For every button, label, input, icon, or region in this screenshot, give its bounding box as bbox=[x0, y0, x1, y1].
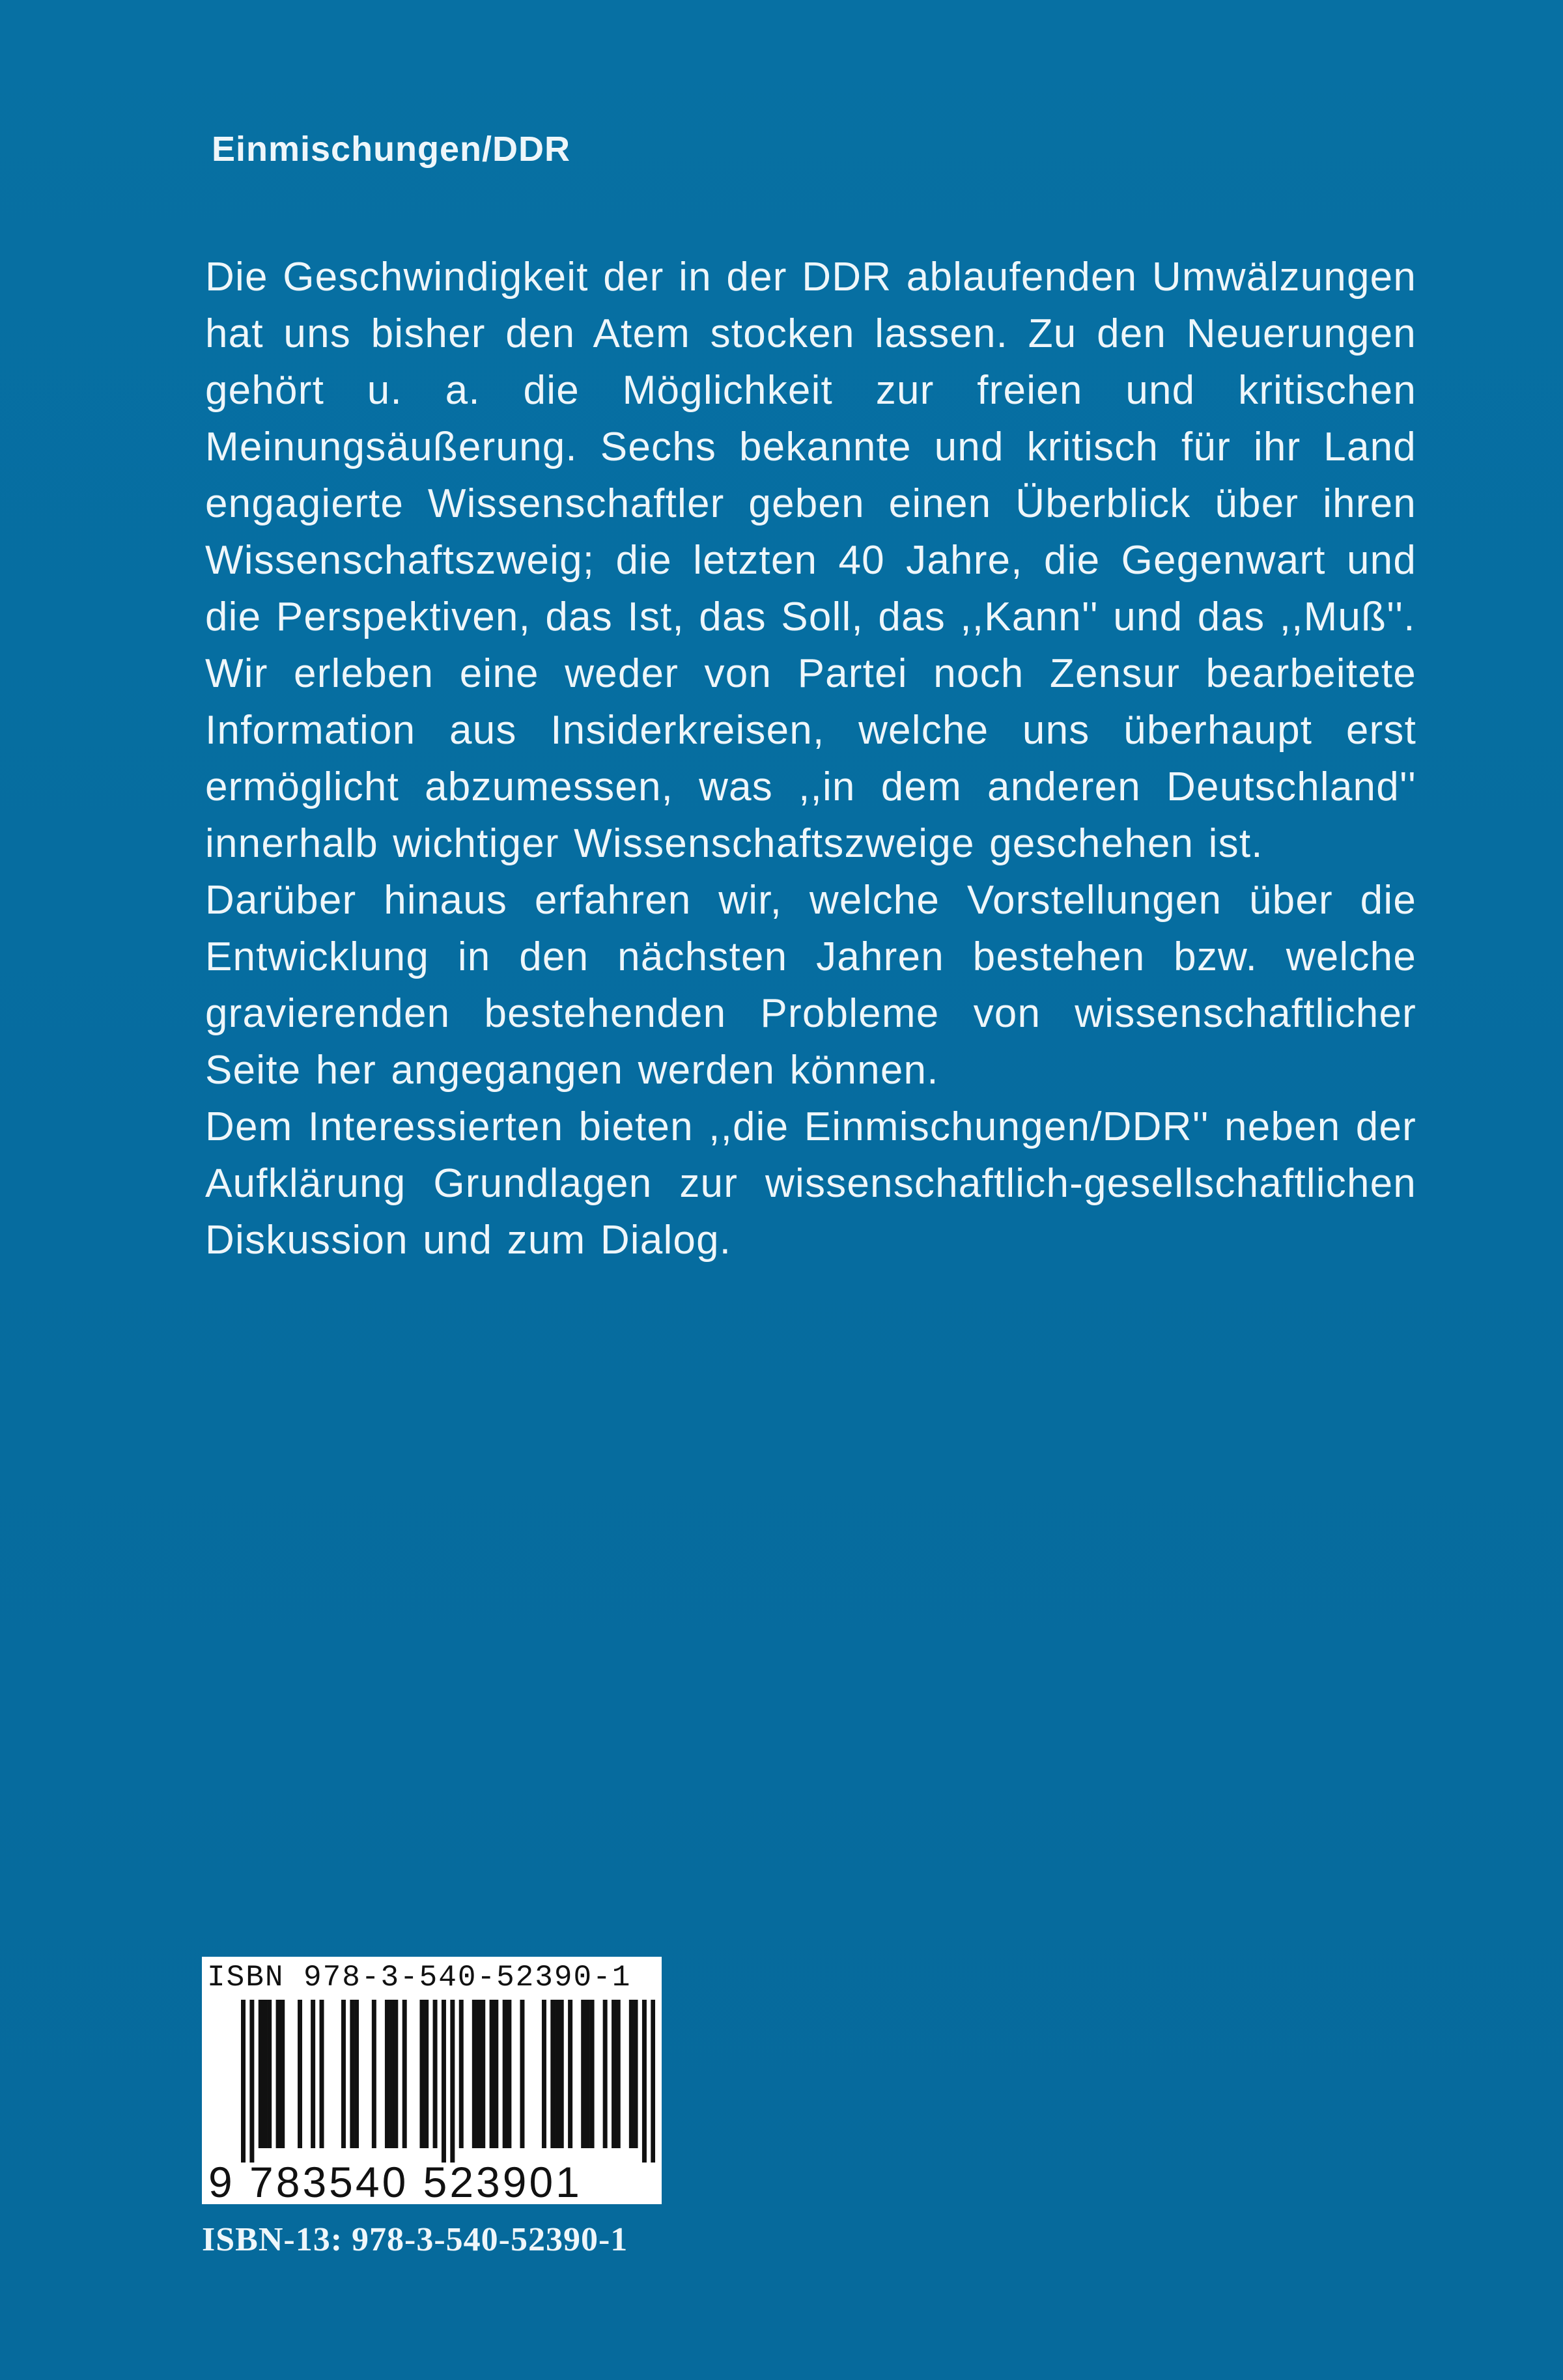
barcode-bar bbox=[542, 2000, 546, 2148]
barcode-bar bbox=[603, 2000, 608, 2148]
barcode-bar bbox=[341, 2000, 346, 2148]
barcode-bar bbox=[389, 2000, 394, 2148]
barcode-bar bbox=[267, 2000, 272, 2148]
blurb-paragraph-4: Dem Interessierten bieten ,,die Einmischungen/DDR'' neben der Aufklärung Grundlagen zur wissenschaftlich-gesellschaftlichen Diskussion und zum Dialog. bbox=[205, 1104, 1416, 1263]
barcode-bar bbox=[477, 2000, 481, 2148]
barcode-bar bbox=[450, 2000, 455, 2163]
blurb-text bbox=[205, 249, 1416, 1268]
blurb-paragraph-1: Die Geschwindigkeit der in der DDR ablaufenden Umwälzungen hat uns bisher den Atem stocken lassen. Zu den Neuerungen gehört u. a. die Möglichkeit zur freien und kritischen Meinungsäußerung. Sechs bekannte und kritisch für ihr Land engagierte Wissenschaftler geben einen Überblick über ihren Wissenschaftszweig; die letzten 40 Jahre, die Gegenwart und die Perspektiven, das Ist, das Soll, das ,,Kann'' und das ,,Muß''. bbox=[205, 255, 1416, 639]
barcode-bar bbox=[241, 2000, 246, 2163]
barcode-bars bbox=[241, 2000, 655, 2163]
barcode-bar bbox=[472, 2000, 477, 2148]
barcode-bar bbox=[481, 2000, 485, 2148]
barcode-bar bbox=[259, 2000, 263, 2148]
barcode-bar bbox=[585, 2000, 590, 2148]
barcode-isbn-text: ISBN 978-3-540-52390-1 bbox=[207, 1961, 632, 1995]
barcode-bar bbox=[590, 2000, 595, 2148]
barcode-bar bbox=[372, 2000, 376, 2148]
barcode-bar bbox=[311, 2000, 315, 2148]
barcode-bar bbox=[459, 2000, 464, 2148]
barcode-bar bbox=[520, 2000, 524, 2148]
barcode-bar bbox=[634, 2000, 638, 2148]
barcode-bar bbox=[402, 2000, 407, 2148]
barcode-bar bbox=[393, 2000, 398, 2148]
barcode-bar bbox=[642, 2000, 647, 2163]
barcode-bar bbox=[503, 2000, 507, 2148]
barcode-bar bbox=[555, 2000, 559, 2148]
barcode-bar bbox=[433, 2000, 438, 2148]
barcode-bar bbox=[629, 2000, 634, 2148]
barcode-digits: 9 783540 523901 bbox=[208, 2158, 582, 2206]
barcode-bar bbox=[262, 2000, 267, 2148]
barcode-label bbox=[202, 1957, 662, 2204]
barcode-bar bbox=[249, 2000, 254, 2163]
barcode-bar bbox=[568, 2000, 572, 2148]
barcode-bar bbox=[442, 2000, 446, 2163]
barcode-bar bbox=[350, 2000, 354, 2148]
barcode-bar bbox=[280, 2000, 285, 2148]
barcode-bar bbox=[419, 2000, 424, 2148]
barcode-bar bbox=[581, 2000, 585, 2148]
barcode-bar bbox=[550, 2000, 555, 2148]
barcode-bar bbox=[651, 2000, 655, 2163]
cover-heading: Einmischungen/DDR bbox=[212, 130, 571, 169]
barcode-bar bbox=[354, 2000, 359, 2148]
barcode-bar bbox=[616, 2000, 621, 2148]
barcode-bar bbox=[490, 2000, 494, 2148]
barcode-bar bbox=[612, 2000, 616, 2148]
barcode-bar bbox=[298, 2000, 302, 2148]
blurb-paragraph-3: Darüber hinaus erfahren wir, welche Vorstellungen über die Entwicklung in den nächsten Jahren bestehen bzw. welche gravierenden bestehenden Probleme von wissenschaftlicher Seite her angegangen werden können. bbox=[205, 878, 1416, 1093]
barcode-bar bbox=[507, 2000, 511, 2148]
barcode-bar bbox=[494, 2000, 498, 2148]
blurb-paragraph-2: Wir erleben eine weder von Partei noch Zensur bearbeitete Information aus Insiderkreisen, welche uns überhaupt erst ermöglicht abzumessen, was ,,in dem anderen Deutschland'' innerhalb wichtiger Wissenschaftszweige geschehen ist. bbox=[205, 651, 1416, 866]
barcode-bar bbox=[320, 2000, 324, 2148]
barcode-bar bbox=[385, 2000, 389, 2148]
barcode-bar bbox=[424, 2000, 429, 2148]
barcode-bar bbox=[559, 2000, 564, 2148]
isbn13-label: ISBN-13: 978-3-540-52390-1 bbox=[202, 2221, 628, 2258]
barcode-bar bbox=[276, 2000, 281, 2148]
